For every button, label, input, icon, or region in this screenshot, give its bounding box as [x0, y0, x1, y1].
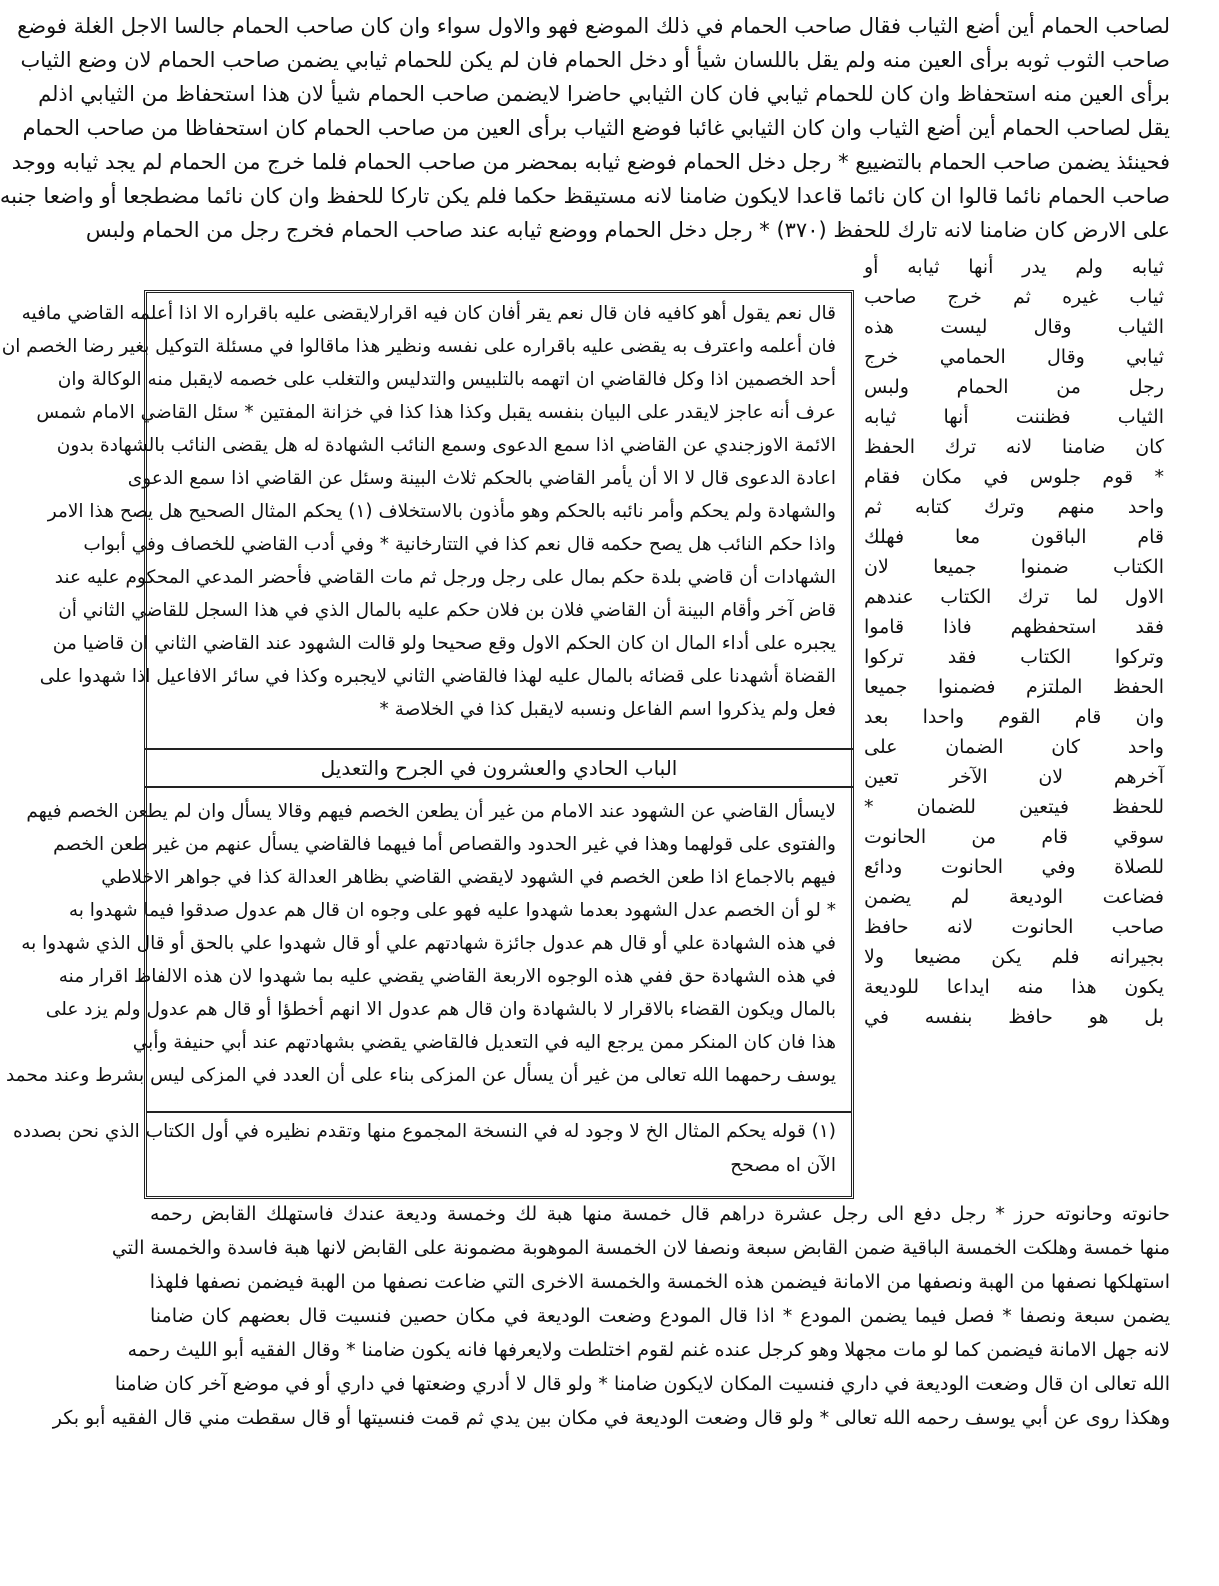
- side-line: الكتاب ضمنوا جميعا لان: [864, 556, 1164, 578]
- side-line: ثيابه ولم يدر أنها ثيابه أو: [864, 256, 1164, 278]
- side-line: * قوم جلوس في مكان فقام: [864, 466, 1164, 488]
- text-line: حانوته وحانوته حرز * رجل دفع الى رجل عشرة دراهم قال خمسة منها هبة لك وخمسة وديعة عندك فاستهلك القابض رحمه: [150, 1203, 1170, 1225]
- text-line: فان أعلمه واعترف به يقضى عليه باقراره على نفسه ونظير هذا ماقالوا في مسئلة التوكيل بغير رضا الخصم ان: [1, 336, 836, 357]
- text-line: في هذه الشهادة علي أو قال هم عدول جائزة شهادتهم علي أو قال شهدوا علي بالحق أو قال الذي شهدوا به: [21, 933, 836, 954]
- side-line: يكون هذا منه ايداعا للوديعة: [864, 976, 1164, 998]
- side-line: رجل من الحمام ولبس: [864, 376, 1164, 398]
- side-line: وان قام القوم واحدا بعد: [864, 706, 1164, 728]
- text-line: هذا فان كان المنكر ممن يرجع اليه في التعديل فالقاضي يقضي بشهادتهم عند أبي حنيفة وأبي: [132, 1032, 836, 1053]
- text-line: لانه جهل الامانة فيضمن كما لو مات مجهلا وهو كرجل عنده غنم لقوم اختلطت ولايعرفها فانه يكون ضامنا * وقال الفقيه أبو الليث رحمه: [127, 1339, 1170, 1361]
- text-line: عرف أنه عاجز لايقدر على البيان بنفسه يقبل وكذا هذا كذا في خزانة المفتين * سئل القاضي الامام شمس: [36, 402, 836, 423]
- side-line: واحد منهم وترك كتابه ثم: [864, 496, 1164, 518]
- text-line: قاض آخر وأقام البينة أن القاضي فلان بن فلان حكم عليه بالمال الذي في هذا السجل للقاضي الثاني أن: [58, 600, 836, 621]
- side-line: سوقي قام من الحانوت: [864, 826, 1164, 848]
- side-line: ثياب غيره ثم خرج صاحب: [864, 286, 1164, 308]
- text-line: بالمال ويكون القضاء بالاقرار لا بالشهادة وان قال هم عدول الا انهم أخطؤا أو قال هم عدول ولم يزد على: [45, 999, 836, 1020]
- side-line: الثياب فظننت أنها ثيابه: [864, 406, 1164, 428]
- text-line: منها خمسة وهلكت الخمسة الباقية ضمن القابض سبعة ونصفا لان الخمسة الموهوبة مضمونة على القابض لانها هبة فاسدة والخمسة التي: [111, 1237, 1170, 1259]
- text-line: لصاحب الحمام أين أضع الثياب فقال صاحب الحمام في ذلك الموضع فهو والاول سواء وان كان صاحب الحمام جالسا الاجل الغلة فوضع: [17, 14, 1170, 38]
- text-line: قال نعم يقول أهو كافيه فان قال نعم يقر أفان كان فيه اقرارلايقضى عليه باقراره الا اذا أعلمه القاضي مافيه: [21, 303, 836, 324]
- text-line: القضاة أشهدنا على قضائه بالمال عليه لهذا فالقاضي الثاني لايجبره وكذا في سائر الافاعيل اذا شهدوا على: [39, 666, 836, 687]
- side-line: الثياب وقال ليست هذه: [864, 316, 1164, 338]
- side-line: الاول لما ترك الكتاب عندهم: [864, 586, 1164, 608]
- side-line: فضاعت الوديعة لم يضمن: [864, 886, 1164, 908]
- footnote-line: الآن اه مصحح: [730, 1155, 836, 1176]
- text-line: برأى العين منه استحفاظ وان كان للحمام ثيابي فان كان الثيابي حاضرا لايضمن صاحب الحمام شيأ لان هذا استحفاظ من الثيابي اذلم: [38, 82, 1170, 106]
- text-line: اعادة الدعوى قال لا الا أن يأمر القاضي بالحكم ثلاث البينة وسئل عن القاضي اذا سمع الدعوى: [127, 468, 836, 489]
- side-line: كان ضامنا لانه ترك الحفظ: [864, 436, 1164, 458]
- side-line: آخرهم لان الآخر تعين: [864, 766, 1164, 788]
- side-line: فقد استحفظهم فاذا قاموا: [864, 616, 1164, 638]
- side-line: الحفظ الملتزم فضمنوا جميعا: [864, 676, 1164, 698]
- text-line: والشهادة ولم يحكم وأمر نائبه بالحكم وهو مأذون بالاستخلاف (١) يحكم المثال الصحيح هل يصح هذا الامر: [47, 501, 836, 522]
- text-line: * لو أن الخصم عدل الشهود بعدما شهدوا عليه فهو على وجوه ان قال هم عدول صدقوا فيما شهدوا به: [68, 900, 836, 921]
- text-line: أحد الخصمين اذا وكل فالقاضي ان اتهمه بالتلبيس والتدليس والتغلب على خصمه لايقبل منه الوكالة وان: [57, 369, 836, 390]
- text-line: استهلكها نصفها من الهبة ونصفها من الامانة فيضمن هذه الخمسة والخمسة الاخرى التي ضاعت نصفها من الهبة فيضمن نصفها فلهذا: [149, 1271, 1170, 1293]
- footnote-divider: [147, 1111, 851, 1113]
- side-line: بل هو حافظ بنفسه في: [864, 1006, 1164, 1028]
- text-line: صاحب الحمام نائما قالوا ان كان نائما قاعدا لايكون ضامنا لانه مستيقظ حكما فلم يكن تاركا للحفظ وان كان نائما مضطجعا أو واضعا جنبه: [0, 184, 1170, 208]
- text-line: لايسأل القاضي عن الشهود عند الامام من غير أن يطعن الخصم فيهم وقالا يسأل وان لم يطعن الخصم فيهم: [26, 801, 836, 822]
- text-line: واذا حكم النائب هل يصح حكمه قال نعم كذا في التتارخانية * وفي أدب القاضي للخصاف وفي أبواب: [83, 534, 836, 555]
- chapter-heading: الباب الحادي والعشرون في الجرح والتعديل: [144, 748, 854, 788]
- text-line: فيهم بالاجماع اذا طعن الخصم في الشهود لايقضي القاضي بظاهر العدالة كذا في جواهر الاخلاطي: [101, 867, 836, 888]
- text-line: صاحب الثوب ثوبه برأى العين منه ولم يقل باللسان شيأ أو دخل الحمام فان لم يكن للحمام ثيابي يضمن صاحب الحمام لان وضع الثياب: [20, 48, 1170, 72]
- text-line: فعل ولم يذكروا اسم الفاعل ونسبه لايقبل كذا في الخلاصة *: [379, 699, 836, 720]
- text-line: فحينئذ يضمن صاحب الحمام بالتضييع * رجل دخل الحمام فوضع ثيابه بمحضر من صاحب الحمام فلما خرج من الحمام لم يجد ثيابه ووجد: [11, 150, 1170, 174]
- text-line: على الارض كان ضامنا لانه تارك للحفظ (٣٧٠) * رجل دخل الحمام ووضع ثيابه عند صاحب الحمام فخرج رجل من الحمام ولبس: [85, 218, 1170, 242]
- text-line: يضمن سبعة ونصفا * فصل فيما يضمن المودع * اذا قال المودع وضعت الوديعة في مكان حصين فنسيت قال بعضهم كان ضامنا: [150, 1305, 1170, 1327]
- side-line: صاحب الحانوت لانه حافظ: [864, 916, 1164, 938]
- text-line: يجبره على أداء المال ان كان الحكم الاول وقع صحيحا ولو قالت الشهود عند القاضي الثاني ان قاضيا من: [52, 633, 836, 654]
- text-line: يوسف رحمهما الله تعالى من غير أن يسأل عن المزكى بناء على أن العدد في المزكى ليس بشرط وعند محمد: [5, 1065, 836, 1086]
- side-line: للحفظ فيتعين للضمان *: [864, 796, 1164, 818]
- side-line: للصلاة وفي الحانوت ودائع: [864, 856, 1164, 878]
- side-line: بجيرانه فلم يكن مضيعا ولا: [864, 946, 1164, 968]
- margin-column: [864, 252, 1164, 1032]
- side-line: واحد كان الضمان على: [864, 736, 1164, 758]
- text-line: يقل لصاحب الحمام أين أضع الثياب وان كان الثيابي غائبا فوضع الثياب برأى العين من صاحب الحمام كان استحفاظا من صاحب الحمام: [22, 116, 1170, 140]
- side-line: ثيابي وقال الحمامي خرج: [864, 346, 1164, 368]
- footnote-line: (١) قوله يحكم المثال الخ لا وجود له في النسخة المجموع منها وتقدم نظيره في أول الكتاب الذي نحن بصدده: [13, 1121, 836, 1142]
- text-line: والفتوى على قولهما وهذا في غير الحدود والقصاص أما فيهما فالقاضي يسأل عنهم من غير طعن الخصم: [53, 834, 836, 855]
- text-line: الشهادات أن قاضي بلدة حكم بمال على رجل ورجل ثم مات القاضي فأحضر المدعي المحكوم عليه عند: [54, 567, 836, 588]
- text-line: الله تعالى ان قال وضعت الوديعة في داري فنسيت المكان لايكون ضامنا * ولو قال لا أدري وضعتها في داري أو في موضع آخر كان ضامنا: [114, 1373, 1170, 1395]
- text-line: في هذه الشهادة حق ففي هذه الوجوه الاربعة القاضي يقضي عليه بما شهدوا لان هذه الالفاظ اقرار منه: [58, 966, 836, 987]
- text-line: وهكذا روى عن أبي يوسف رحمه الله تعالى * ولو قال وضعت الوديعة في مكان بين يدي ثم قمت فنسيتها أو قال سقطت مني قال الفقيه أبو بكر: [52, 1407, 1170, 1429]
- side-line: وتركوا الكتاب فقد تركوا: [864, 646, 1164, 668]
- side-line: قام الباقون معا فهلك: [864, 526, 1164, 548]
- text-line: الائمة الاوزجندي عن القاضي اذا سمع الدعوى وسمع النائب الشهادة له هل يقضى النائب بالشهادة بدون: [56, 435, 836, 456]
